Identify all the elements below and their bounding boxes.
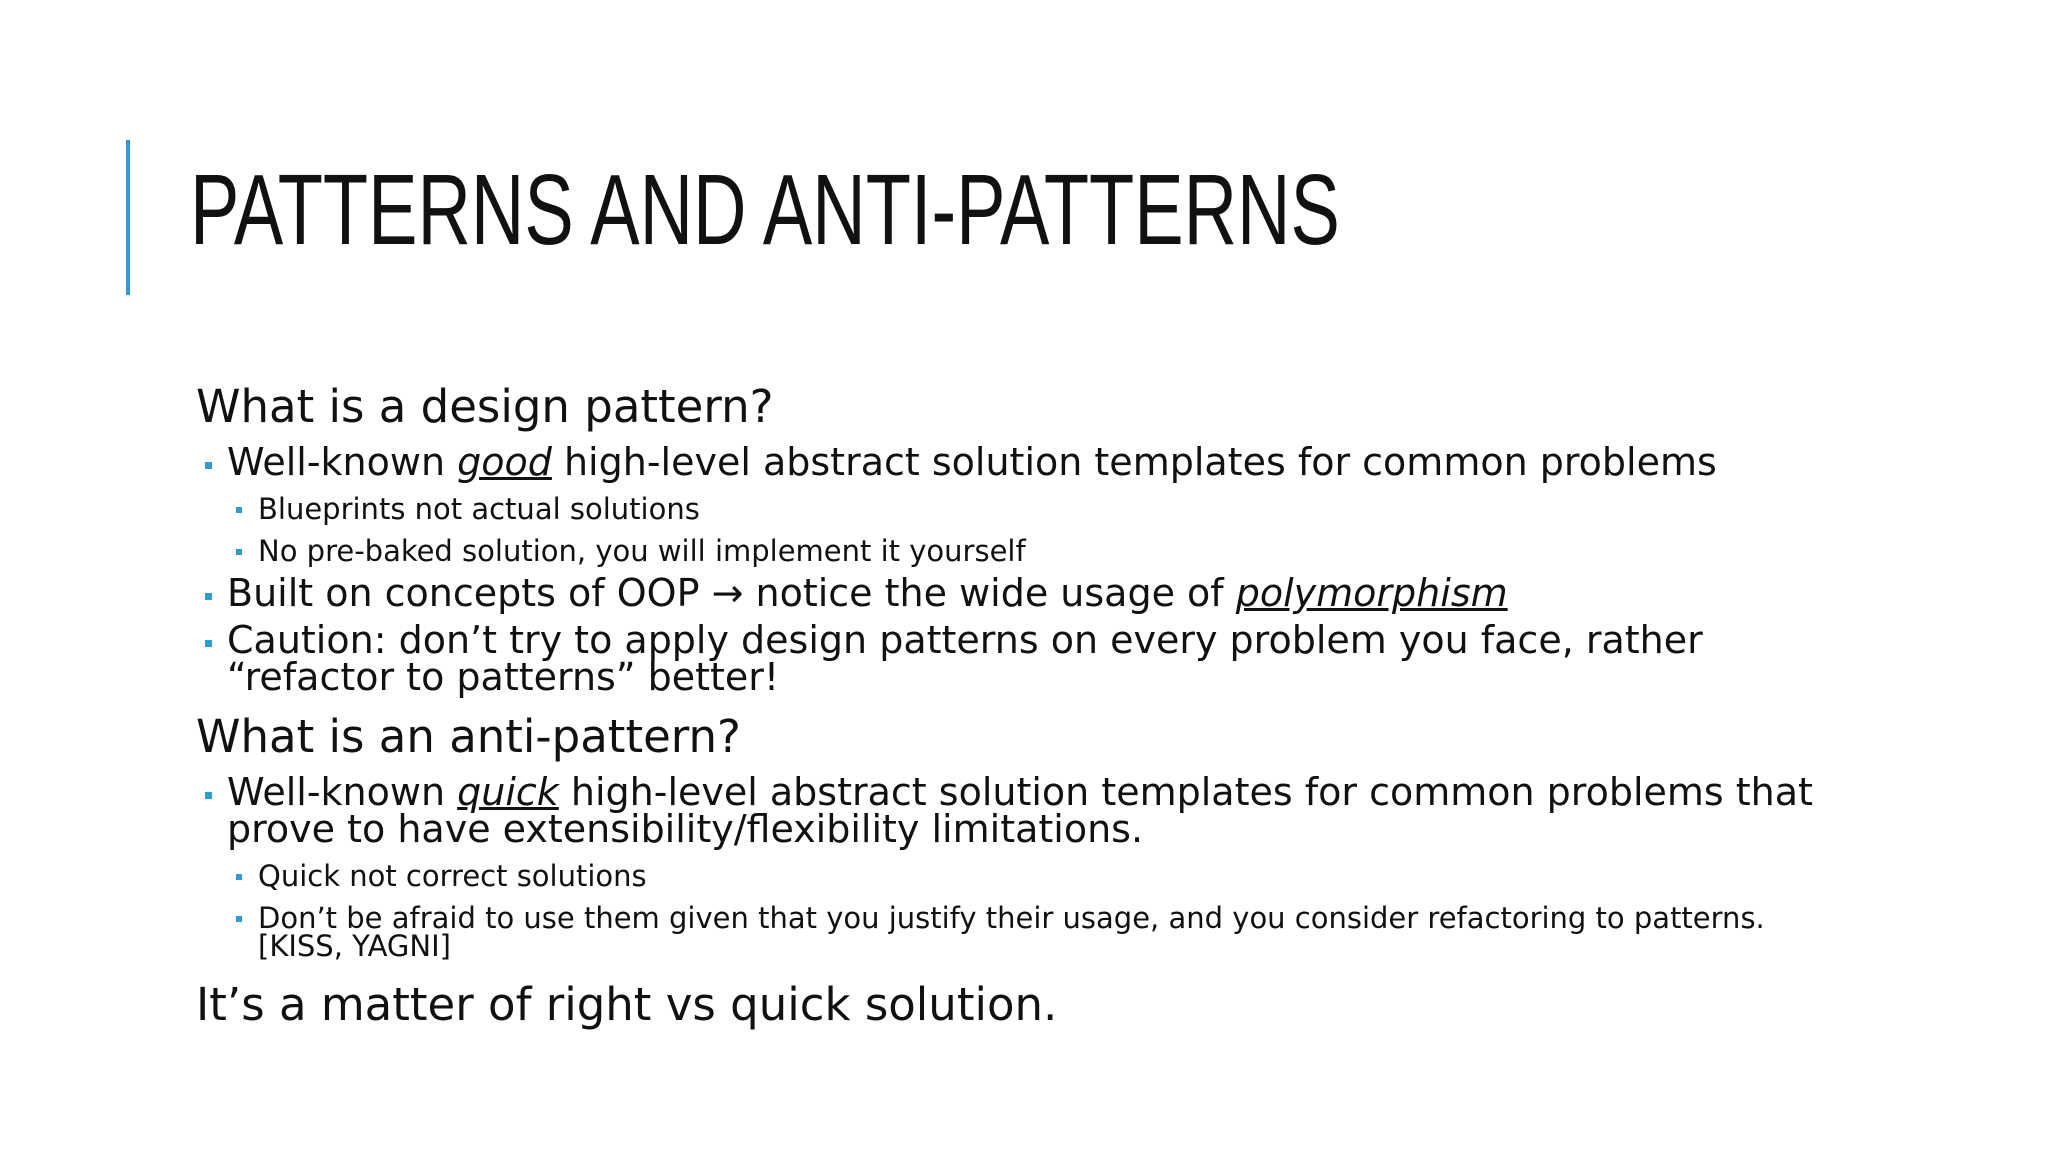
conclusion-text: It’s a matter of right vs quick solution. <box>196 978 1058 1031</box>
sub-bullet-blueprints: Blueprints not actual solutions <box>196 495 1916 523</box>
bullet-text: Well-known <box>227 440 458 484</box>
sub-bullet-quick-not-correct: Quick not correct solutions <box>196 862 1916 890</box>
anti-pattern-heading: What is an anti-pattern? <box>196 710 741 763</box>
title-accent-bar <box>126 140 130 295</box>
bullet-well-known-good <box>196 440 1916 484</box>
sub-bullet-dont-be-afraid: Don’t be afraid to use them given that you justify their usage, and you consider refactoring to patterns. [KISS, YAGNI] <box>196 904 1818 960</box>
bullet-built-on-oop <box>196 571 1916 615</box>
sub-bullet-no-pre-baked: No pre-baked solution, you will implement it yourself <box>196 537 1916 565</box>
slide-title: PATTERNS AND ANTI-PATTERNS <box>190 154 1340 266</box>
emphasis-good: good <box>457 440 552 484</box>
design-pattern-heading: What is a design pattern? <box>196 380 774 433</box>
bullet-text: Built on concepts of OOP → notice the wide usage of <box>227 571 1236 615</box>
bullet-well-known-quick <box>196 770 1867 851</box>
emphasis-quick: quick <box>457 770 559 814</box>
slide-body <box>196 380 1916 1032</box>
bullet-caution: Caution: don’t try to apply design patterns on every problem you face, rather “refactor to patterns” better! <box>196 622 1727 696</box>
emphasis-polymorphism: polymorphism <box>1235 571 1508 615</box>
bullet-text: high-level abstract solution templates for common problems that prove to have extensibility/flexibility limitations. <box>227 770 1813 851</box>
bullet-text: Well-known <box>227 770 458 814</box>
bullet-text: high-level abstract solution templates for common problems <box>551 440 1717 484</box>
